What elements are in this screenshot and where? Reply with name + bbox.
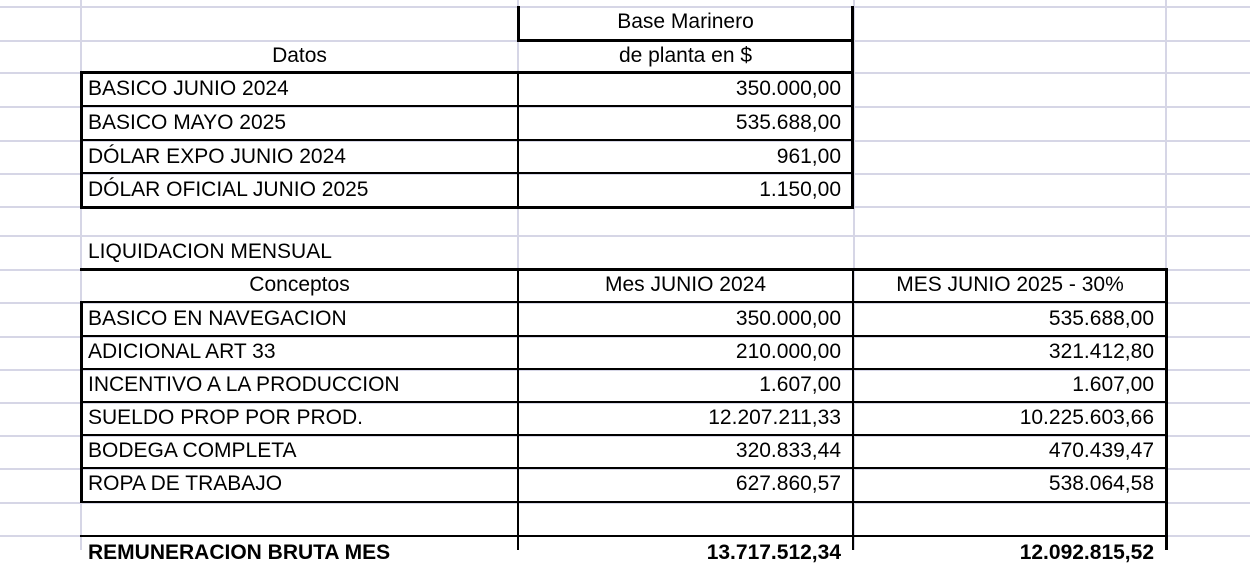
cell-border [80, 501, 1168, 503]
cell-border [80, 206, 854, 209]
header-conceptos[interactable]: Conceptos [249, 273, 350, 296]
concepto-label[interactable]: ADICIONAL ART 33 [88, 340, 276, 363]
value-2025[interactable]: 1.607,00 [1072, 373, 1154, 396]
cell-border [80, 535, 1168, 537]
value-2024[interactable]: 350.000,00 [735, 307, 841, 330]
cell-border [80, 172, 854, 174]
header-datos[interactable]: Datos [272, 44, 327, 67]
concepto-label[interactable]: ROPA DE TRABAJO [88, 472, 283, 495]
cell-border [80, 71, 83, 209]
cell-border [80, 467, 1168, 469]
cell-border [80, 401, 1168, 403]
cell-border [517, 71, 519, 209]
cell-border [80, 301, 83, 502]
value-2025[interactable]: 321.412,80 [1048, 340, 1154, 363]
cell-border [80, 71, 854, 74]
concepto-label[interactable]: INCENTIVO A LA PRODUCCION [88, 373, 400, 396]
datos-value[interactable]: 350.000,00 [735, 77, 841, 100]
cell-border [517, 268, 519, 550]
cell-border [517, 39, 854, 42]
concepto-label[interactable]: SUELDO PROP POR PROD. [88, 406, 364, 429]
section-title[interactable]: LIQUIDACION MENSUAL [88, 240, 332, 263]
datos-value[interactable]: 961,00 [776, 145, 841, 168]
header-base-marinero[interactable]: Base Marinero [617, 10, 754, 33]
header-mes-2025[interactable]: MES JUNIO 2025 - 30% [896, 273, 1124, 296]
header-de-planta[interactable]: de planta en $ [618, 44, 753, 67]
concepto-label[interactable]: BODEGA COMPLETA [88, 439, 297, 462]
datos-label[interactable]: BASICO JUNIO 2024 [88, 77, 289, 100]
datos-label[interactable]: BASICO MAYO 2025 [88, 111, 287, 134]
value-2024[interactable]: 210.000,00 [735, 340, 841, 363]
value-2025[interactable]: 538.064,58 [1048, 472, 1154, 495]
cell-border [80, 139, 854, 141]
value-2025[interactable]: 470.439,47 [1048, 439, 1154, 462]
cell-border [517, 6, 520, 40]
total-2024[interactable]: 13.717.512,34 [706, 541, 841, 564]
header-mes-2024[interactable]: Mes JUNIO 2024 [604, 273, 767, 296]
cell-border [80, 105, 854, 107]
cell-border [851, 6, 854, 209]
datos-label[interactable]: DÓLAR EXPO JUNIO 2024 [88, 145, 346, 168]
value-2024[interactable]: 320.833,44 [735, 439, 841, 462]
cell-border [852, 268, 854, 550]
datos-value[interactable]: 1.150,00 [759, 178, 841, 201]
cell-border [80, 335, 1168, 337]
datos-label[interactable]: DÓLAR OFICIAL JUNIO 2025 [88, 178, 369, 201]
value-2025[interactable]: 535.688,00 [1048, 307, 1154, 330]
value-2025[interactable]: 10.225.603,66 [1019, 406, 1154, 429]
total-2025[interactable]: 12.092.815,52 [1019, 541, 1154, 564]
cell-border [80, 434, 1168, 436]
cell-border [80, 268, 1168, 271]
total-label[interactable]: REMUNERACION BRUTA MES [88, 541, 391, 564]
value-2024[interactable]: 627.860,57 [735, 472, 841, 495]
value-2024[interactable]: 1.607,00 [759, 373, 841, 396]
cell-border [80, 301, 1168, 303]
cell-border [80, 368, 1168, 370]
datos-value[interactable]: 535.688,00 [735, 111, 841, 134]
concepto-label[interactable]: BASICO EN NAVEGACION [88, 307, 347, 330]
value-2024[interactable]: 12.207.211,33 [708, 406, 841, 429]
cell-border [1165, 268, 1168, 550]
